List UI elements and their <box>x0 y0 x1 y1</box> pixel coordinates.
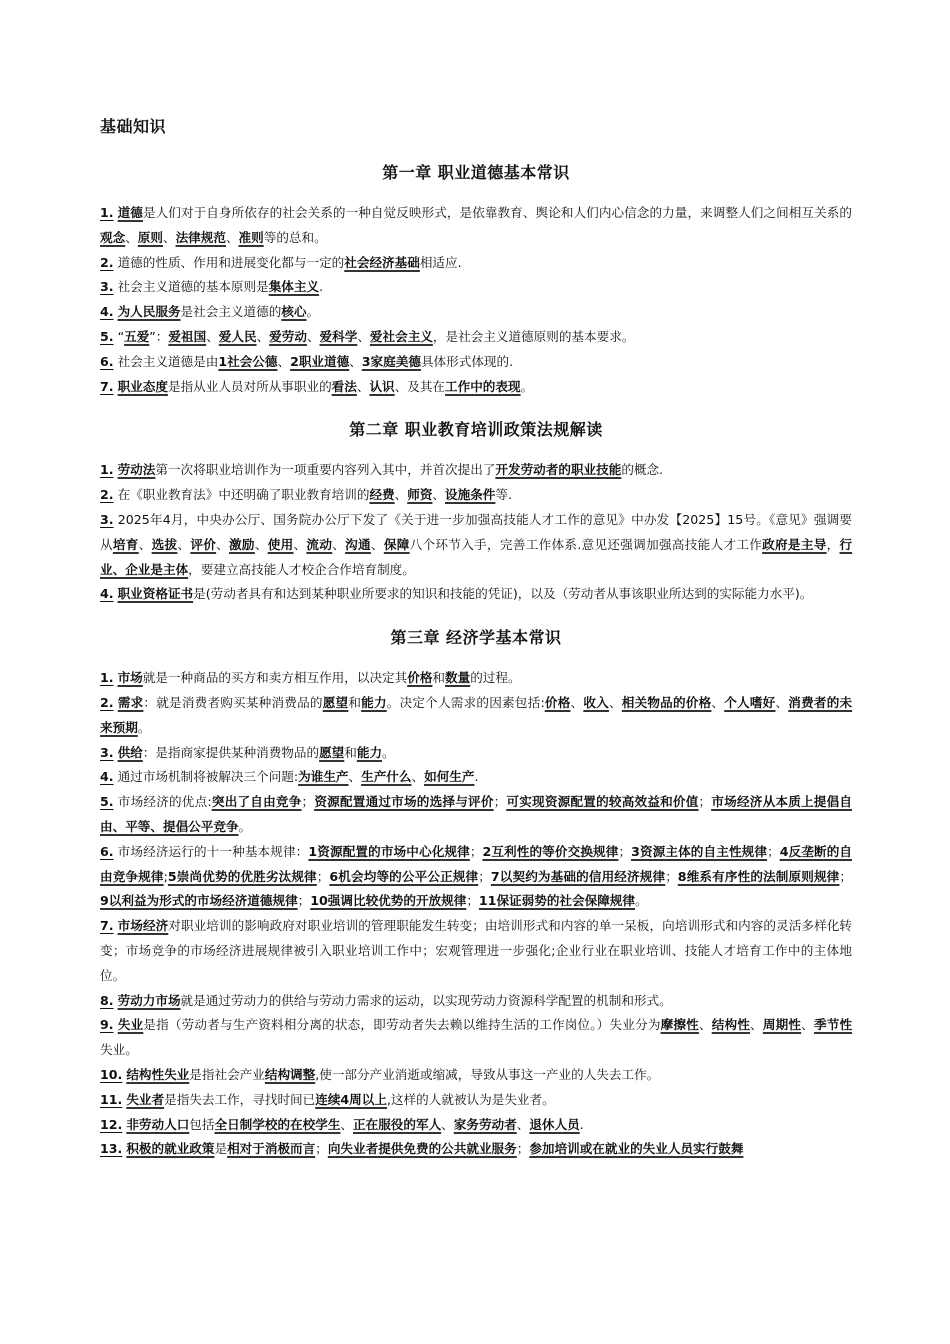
item-text: 相适应. <box>419 254 462 270</box>
key-term: 爱科学 <box>319 328 358 344</box>
item-text: ; <box>163 868 168 884</box>
item-text: ； <box>618 843 632 859</box>
item-text: 社会主义道德是由 <box>113 353 219 369</box>
key-term: 5崇尚优势的优胜劣汰规律 <box>167 868 317 884</box>
key-term: 选拔 <box>151 536 178 552</box>
item-text: . <box>579 1116 584 1132</box>
item-number: 5. <box>100 794 114 810</box>
item-text: ，是社会主义道德原则的基本要求。 <box>432 328 635 344</box>
item-text: 、 <box>432 487 446 503</box>
key-term: 为人民服务 <box>117 304 181 320</box>
key-term: 3家庭美德 <box>361 353 421 369</box>
item-text: 、 <box>162 229 176 245</box>
item-text: ； <box>767 843 780 859</box>
key-term: 3资源主体的自主性规律 <box>631 843 768 859</box>
item-text: 的过程。 <box>470 670 521 686</box>
key-term: 认识 <box>369 378 395 394</box>
key-term: 价格 <box>544 694 571 710</box>
key-term: 退休人员 <box>529 1116 580 1132</box>
item-number: 2. <box>100 694 114 710</box>
item-text: 、 <box>608 694 622 710</box>
key-term: 开发劳动者的职业技能 <box>495 462 622 478</box>
list-item <box>100 1113 852 1138</box>
item-text: 是 <box>214 1141 228 1157</box>
list-item <box>100 840 852 914</box>
item-text: ：是指商家提供某种消费物品的 <box>142 744 320 760</box>
key-term: 准则 <box>238 229 264 245</box>
chapter-title: 第二章 职业教育培训政策法规解读 <box>349 420 603 440</box>
list-item <box>100 350 852 375</box>
item-text: 道德的性质、作用和进展变化都与一定的 <box>113 254 345 270</box>
key-term: 结构性失业 <box>126 1066 190 1082</box>
item-text: 第一次将职业培训作为一项重要内容列入其中，并首次提出了 <box>155 462 496 478</box>
item-text: ； <box>315 1141 328 1157</box>
key-term: 11保证弱势的社会保障规律 <box>478 893 635 909</box>
item-text: ； <box>469 843 483 859</box>
key-term: 结构调整 <box>264 1066 316 1082</box>
list-item <box>100 275 852 300</box>
item-number: 2. <box>100 487 114 503</box>
key-term: 失业者 <box>126 1091 165 1107</box>
key-term: 数量 <box>445 670 471 686</box>
key-term: 劳动力市场 <box>117 992 181 1008</box>
item-text: 、 <box>411 769 425 785</box>
item-text: 社会主义道德的基本原则是 <box>113 279 269 295</box>
item-text: 、 <box>256 328 270 344</box>
item-text: 、 <box>332 536 346 552</box>
list-item <box>100 691 852 741</box>
key-term: 2互利性的等价交换规律 <box>482 843 619 859</box>
item-number: 1. <box>100 462 114 478</box>
item-number: 9. <box>100 1017 114 1033</box>
item-text: 和 <box>344 744 357 760</box>
key-term: 沟通 <box>345 536 371 552</box>
list-item <box>100 508 852 582</box>
item-text: 等的总和。 <box>263 229 327 245</box>
item-number: 6. <box>100 353 114 369</box>
item-text: 失业。 <box>100 1042 138 1058</box>
document-heading: 基础知识 <box>100 117 167 136</box>
item-number: 4. <box>100 304 114 320</box>
item-text: ， <box>826 536 840 552</box>
list-item <box>100 375 852 400</box>
item-number: 4. <box>100 769 114 785</box>
item-text: 、 <box>356 378 370 394</box>
item-number: 1. <box>100 670 114 686</box>
item-number: 3. <box>100 511 114 527</box>
item-text: 就是一种商品的买方和卖方相互作用，以决定其 <box>142 670 408 686</box>
item-text: 等. <box>495 487 512 503</box>
key-term: 失业 <box>117 1017 144 1033</box>
item-text: 、 <box>216 536 230 552</box>
item-text: 、 <box>775 694 789 710</box>
chapter-title: 第三章 经济学基本常识 <box>390 628 562 648</box>
item-text: 、 <box>277 353 291 369</box>
key-term: 周期性 <box>762 1017 802 1033</box>
key-term: 工作中的表现 <box>445 378 521 394</box>
key-term: 10强调比较优势的开放规律 <box>310 893 467 909</box>
key-term: 供给 <box>117 744 143 760</box>
item-text: 、 <box>348 769 362 785</box>
item-text: 、 <box>206 328 219 344</box>
list-item <box>100 201 852 251</box>
key-term: 爱社会主义 <box>369 328 433 344</box>
item-text: 、 <box>698 1017 712 1033</box>
item-text: ； <box>466 893 479 909</box>
key-term: 可实现资源配置的较高效益和价值 <box>506 794 699 810</box>
item-text: 、 <box>357 328 370 344</box>
item-text: ； <box>493 794 507 810</box>
key-term: 如何生产 <box>424 769 475 785</box>
item-text: 。 <box>238 818 252 834</box>
item-text: 、 <box>125 229 138 245</box>
list-item <box>100 582 852 607</box>
item-text: 是指社会产业 <box>189 1066 265 1082</box>
item-number: 7. <box>100 918 114 934</box>
key-term: 集体主义 <box>268 279 320 295</box>
item-text: 是人们对于自身所依存的社会关系的一种自觉反映形式，是依靠教育、舆论和人们内心信念的力量，来调整人们之间相互关系的 <box>142 205 852 220</box>
key-term: 五爱 <box>124 328 150 344</box>
key-term: 经费 <box>369 487 395 503</box>
list-item <box>100 989 852 1014</box>
chapter-item-list <box>100 666 852 1162</box>
item-number: 6. <box>100 843 114 859</box>
item-text: 市场经济的优点: <box>113 794 212 810</box>
item-text: ：就是消费者购买某种消费品的 <box>143 694 323 710</box>
item-text: 、 <box>177 536 191 552</box>
item-number: 10. <box>100 1066 123 1082</box>
key-term: 向失业者提供免费的公共就业服务 <box>327 1141 517 1157</box>
item-text: 、 <box>138 536 152 552</box>
item-text: 和 <box>348 694 362 710</box>
document-body <box>100 160 852 1174</box>
key-term: 季节性 <box>813 1017 853 1033</box>
item-text: 是指（劳动者与生产资料相分离的状态，即劳动者失去赖以维持生活的工作岗位。）失业分为 <box>143 1017 661 1033</box>
key-term: 社会经济基础 <box>344 254 420 270</box>
chapter-item-list <box>100 458 852 607</box>
list-item <box>100 1063 852 1088</box>
list-item <box>100 914 852 988</box>
item-number: 8. <box>100 992 114 1008</box>
item-text: ； <box>839 868 853 884</box>
key-term: 参加培训或在就业的失业人员实行鼓舞 <box>529 1141 744 1157</box>
list-item <box>100 765 852 790</box>
key-term: 消费者的未来预期 <box>100 694 853 735</box>
key-term: 愿望 <box>319 744 345 760</box>
key-term: 相对于消极而言 <box>227 1141 316 1157</box>
key-term: 能力 <box>356 744 383 760</box>
item-text: 对职业培训的影响政府对职业培训的管理职能发生转变；由培训形式和内容的单一呆板，向培训形式和内容的灵活多样化转变；市场竞争的市场经济进展规律被引入职业培训工作中；宏观管理进一步强化;企业行业在职业培训、技能人才培育工作中的主体地位。 <box>100 918 853 983</box>
item-text: 是(劳动者具有和达到某种职业所要求的知识和技能的凭证)，以及（劳动者从事该职业所达到的实际能力水平)。 <box>193 586 813 602</box>
item-text: 、 <box>801 1017 814 1033</box>
key-term: 资源配置通过市场的选择与评价 <box>314 794 494 810</box>
item-number: 3. <box>100 279 114 295</box>
item-number: 11. <box>100 1091 123 1107</box>
key-term: 个人嗜好 <box>724 694 776 710</box>
item-text: ，要建立高技能人才校企合作培育制度。 <box>188 561 415 577</box>
item-text: ； <box>516 1141 530 1157</box>
item-text: 。 <box>520 378 534 394</box>
item-text: 、 <box>570 694 584 710</box>
item-number: 5. <box>100 328 114 344</box>
key-term: 爱劳动 <box>269 328 307 344</box>
key-term: 培育 <box>112 536 139 552</box>
item-text: 、 <box>306 328 320 344</box>
item-text: 、及其在 <box>394 378 446 394</box>
key-term: 全日制学校的在校学生 <box>214 1116 341 1132</box>
key-term: 师资 <box>407 487 433 503</box>
key-term: 摩擦性 <box>660 1017 699 1033</box>
item-text: 、 <box>370 536 384 552</box>
item-text: 。决定个人需求的因素包括: <box>386 694 545 710</box>
item-text: ”： <box>149 328 169 344</box>
item-number: 2. <box>100 254 114 270</box>
list-item <box>100 741 852 766</box>
item-text: 就是通过劳动力的供给与劳动力需求的运动，以实现劳动力资源科学配置的机制和形式。 <box>180 992 672 1008</box>
item-text: 。 <box>137 719 151 735</box>
item-text: ； <box>665 868 678 884</box>
key-term: 核心 <box>281 304 307 320</box>
document-page <box>100 114 852 1174</box>
item-number: 1. <box>100 205 114 220</box>
key-term: 突出了自由竞争 <box>211 794 302 810</box>
list-item <box>100 458 852 483</box>
key-term: 保障 <box>383 536 410 552</box>
key-term: 激励 <box>229 536 255 552</box>
key-term: 为谁生产 <box>298 769 349 785</box>
list-item <box>100 666 852 691</box>
key-term: 家务劳动者 <box>453 1116 517 1132</box>
key-term: 观念 <box>100 229 126 245</box>
chapter-title: 第一章 职业道德基本常识 <box>382 163 570 182</box>
key-term: 看法 <box>331 378 357 394</box>
item-text: 、 <box>711 694 725 710</box>
key-term: 愿望 <box>322 694 349 710</box>
key-term: 1资源配置的市场中心化规律 <box>308 843 470 859</box>
item-text: 、 <box>225 229 239 245</box>
key-term: 法律规范 <box>175 229 226 245</box>
item-text: “ <box>113 328 125 344</box>
item-text: 。 <box>634 893 648 909</box>
key-term: 9以利益为形式的市场经济道德规律 <box>100 893 298 909</box>
item-number: 13. <box>100 1141 123 1157</box>
item-text: . <box>319 279 324 295</box>
list-item <box>100 1088 852 1113</box>
item-text: ； <box>301 794 315 810</box>
item-text: . <box>474 769 479 785</box>
key-term: 爱人民 <box>218 328 257 344</box>
item-text: 。 <box>306 304 320 320</box>
key-term: 劳动法 <box>117 462 156 478</box>
list-item <box>100 300 852 325</box>
item-number: 4. <box>100 586 114 602</box>
key-term: 评价 <box>190 536 217 552</box>
key-term: 8维系有序性的法制原则规律 <box>677 868 840 884</box>
item-text: 。 <box>382 744 395 760</box>
key-term: 政府是主导 <box>762 536 827 552</box>
key-term: 6机会均等的公平公正规律 <box>329 868 479 884</box>
item-text: 2025年4月，中央办公厅、国务院办公厅下发了《关于进一步加强高技能人才工作的意见》中办发【2025】15号。《意见》强调要从 <box>100 511 852 552</box>
item-text: ； <box>698 794 712 810</box>
item-text: 是社会主义道德的 <box>180 304 282 320</box>
item-text: 市场经济运行的十一种基本规律： <box>113 843 309 859</box>
item-text: 八个环节入手，完善工作体系.意见还强调加强高技能人才工作 <box>409 536 763 552</box>
key-term: 需求 <box>117 694 144 710</box>
item-number: 3. <box>100 744 114 760</box>
item-text: 、 <box>750 1017 763 1033</box>
item-text: ； <box>478 868 491 884</box>
key-term: 生产什么 <box>361 769 412 785</box>
key-term: 职业资格证书 <box>117 586 194 602</box>
key-term: 行业、企业是主体 <box>100 536 853 577</box>
item-text: ,这样的人就被认为是失业者。 <box>386 1091 555 1107</box>
key-term: 7以契约为基础的信用经济规律 <box>490 868 666 884</box>
list-item <box>100 1137 852 1162</box>
chapter-item-list <box>100 201 852 399</box>
key-term: 积极的就业政策 <box>126 1141 215 1157</box>
list-item <box>100 325 852 350</box>
item-text: 具体形式体现的. <box>420 353 514 369</box>
item-text: 、 <box>516 1116 530 1132</box>
key-term: 连续4周以上 <box>315 1091 387 1107</box>
item-text: ； <box>316 868 330 884</box>
list-item <box>100 251 852 276</box>
key-term: 市场 <box>117 670 143 686</box>
key-term: 相关物品的价格 <box>621 694 712 710</box>
item-text: 和 <box>432 670 446 686</box>
item-text: 在《职业教育法》中还明确了职业教育培训的 <box>113 487 370 503</box>
key-term: 市场经济 <box>117 918 169 934</box>
key-term: 1社会公德 <box>218 353 278 369</box>
item-text: 的概念. <box>621 462 664 478</box>
list-item <box>100 1013 852 1063</box>
key-term: 价格 <box>407 670 433 686</box>
item-number: 12. <box>100 1116 123 1132</box>
list-item <box>100 790 852 840</box>
item-text: 、 <box>394 487 408 503</box>
key-term: 非劳动人口 <box>126 1116 190 1132</box>
key-term: 市场经济从本质上提倡自由、平等、提倡公平竞争 <box>100 794 853 834</box>
key-term: 道德 <box>117 205 143 220</box>
item-text: 包括 <box>189 1116 215 1132</box>
key-term: 原则 <box>137 229 163 245</box>
key-term: 能力 <box>361 694 387 710</box>
key-term: 结构性 <box>711 1017 751 1033</box>
key-term: 职业态度 <box>117 378 168 394</box>
item-text: 通过市场机制将被解决三个问题: <box>113 769 299 785</box>
item-text: ,使一部分产业消逝或缩减，导致从事这一产业的人失去工作。 <box>315 1066 660 1082</box>
item-text: 、 <box>293 536 307 552</box>
item-text: 、 <box>340 1116 354 1132</box>
key-term: 使用 <box>267 536 294 552</box>
item-text: 是指从业人员对所从事职业的 <box>167 378 332 394</box>
item-number: 7. <box>100 378 114 394</box>
key-term: 设施条件 <box>445 487 496 503</box>
key-term: 4反垄断的自由竞争规律 <box>100 843 853 884</box>
item-text: 、 <box>349 353 362 369</box>
list-item <box>100 483 852 508</box>
item-text: ； <box>297 893 311 909</box>
key-term: 爱祖国 <box>168 328 207 344</box>
key-term: 收入 <box>583 694 609 710</box>
item-text: 、 <box>441 1116 454 1132</box>
item-text: 是指失去工作，寻找时间已 <box>164 1091 316 1107</box>
key-term: 正在服役的军人 <box>353 1116 442 1132</box>
key-term: 流动 <box>306 536 333 552</box>
item-text: 、 <box>254 536 268 552</box>
key-term: 2职业道德 <box>290 353 350 369</box>
